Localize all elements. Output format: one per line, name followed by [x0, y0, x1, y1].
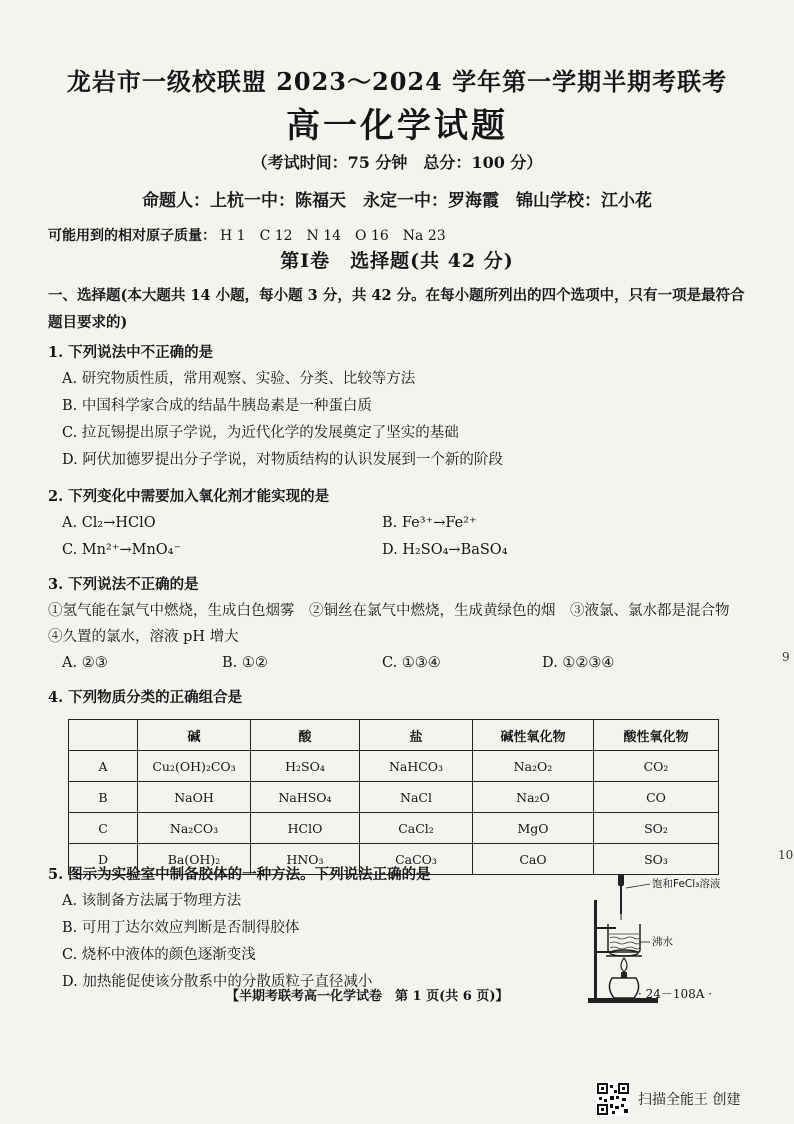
option-a: A. ②③ — [62, 655, 108, 671]
table-cell: CaCO₃ — [360, 844, 473, 875]
option-a: A. Cl₂→HClO — [62, 515, 156, 531]
table-header: 碱 — [138, 720, 251, 751]
question-3 — [48, 572, 748, 677]
option-c: C. ①③④ — [382, 655, 441, 671]
authors: 上杭一中：陈福天 永定一中：罗海霞 锦山学校：江小花 — [210, 191, 652, 211]
atomic-mass-line — [48, 225, 446, 245]
question-stem: 4. 下列物质分类的正确组合是 — [48, 689, 243, 706]
question-stem: 5. 图示为实验室中制备胶体的一种方法。下列说法正确的是 — [48, 866, 431, 883]
section-title: 第Ⅰ卷 选择题(共 42 分) — [280, 250, 514, 272]
table-cell: NaHSO₄ — [251, 782, 360, 813]
table-cell: NaHCO₃ — [360, 751, 473, 782]
question-1 — [48, 340, 748, 474]
table-header: 碱性氧化物 — [473, 720, 594, 751]
table-cell: CaCl₂ — [360, 813, 473, 844]
option-a: A. 研究物质性质，常用观察、实验、分类、比较等方法 — [62, 371, 416, 387]
footer-code: · 24－108A · — [638, 987, 713, 1001]
subject-title: 高一化学试题 — [286, 106, 508, 146]
table-cell: NaCl — [360, 782, 473, 813]
table-header-row — [69, 720, 719, 751]
table-row — [69, 751, 719, 782]
classification-table — [68, 719, 719, 875]
table-cell: C — [69, 813, 138, 844]
dropper-label: 饱和FeCl₃溶液 — [652, 878, 721, 890]
table-cell: Na₂O₂ — [473, 751, 594, 782]
option-b: B. Fe³⁺→Fe²⁺ — [382, 515, 477, 531]
option-d: D. 阿伏加德罗提出分子学说，对物质结构的认识发展到一个新的阶段 — [62, 452, 503, 468]
section-instruction: 一、选择题(本大题共 14 小题，每小题 3 分，共 42 分。在每小题所列出的四个选项中，只有一项是最符合题目要求的) — [48, 287, 745, 331]
table-cell: Cu₂(OH)₂CO₃ — [138, 751, 251, 782]
question-2 — [48, 484, 748, 564]
authors-label: 命题人： — [142, 191, 210, 211]
table-cell: B — [69, 782, 138, 813]
table-cell: CO₂ — [594, 751, 719, 782]
question-stem: 2. 下列变化中需要加入氧化剂才能实现的是 — [48, 488, 330, 505]
table-cell: HNO₃ — [251, 844, 360, 875]
margin-number: 9 — [782, 650, 790, 664]
option-b: B. 可用丁达尔效应判断是否制得胶体 — [62, 920, 300, 936]
footer-page-info: 【半期考联考高一化学试卷 第 1 页(共 6 页)】 — [226, 989, 509, 1004]
table-cell: Ba(OH)₂ — [138, 844, 251, 875]
question-statements: ①氢气能在氯气中燃烧，生成白色烟雾 ②铜丝在氯气中燃烧，生成黄绿色的烟 ③液氯、氯水都是混合物 ④久置的氯水，溶液 pH 增大 — [48, 603, 744, 645]
table-cell: NaOH — [138, 782, 251, 813]
table-cell: H₂SO₄ — [251, 751, 360, 782]
table-cell: HClO — [251, 813, 360, 844]
margin-number: 10 — [778, 848, 794, 862]
watermark-text: 扫描全能王 创建 — [638, 1092, 741, 1108]
table-cell: CaO — [473, 844, 594, 875]
option-c: C. 拉瓦锡提出原子学说，为近代化学的发展奠定了坚实的基础 — [62, 425, 459, 441]
atomic-label: 可能用到的相对原子质量： — [48, 228, 216, 244]
option-b: B. 中国科学家合成的结晶牛胰岛素是一种蛋白质 — [62, 398, 372, 414]
option-row — [48, 537, 748, 564]
option-d: D. 加热能促使该分散系中的分散质粒子直径减小 — [62, 974, 373, 990]
atomic-values: H 1 C 12 N 14 O 16 Na 23 — [220, 228, 446, 244]
table-header — [69, 720, 138, 751]
scanner-watermark — [596, 1082, 740, 1116]
option-c: C. Mn²⁺→MnO₄⁻ — [62, 542, 182, 558]
table-cell: MgO — [473, 813, 594, 844]
table-header: 盐 — [360, 720, 473, 751]
option-d: D. H₂SO₄→BaSO₄ — [382, 542, 508, 558]
table-cell: Na₂CO₃ — [138, 813, 251, 844]
option-c: C. 烧杯中液体的颜色逐渐变浅 — [62, 947, 256, 963]
table-cell: A — [69, 751, 138, 782]
question-stem: 3. 下列说法不正确的是 — [48, 576, 199, 593]
exam-title: 龙岩市一级校联盟 2023～2024 学年第一学期半期考联考 — [66, 67, 728, 96]
table-row — [69, 813, 719, 844]
option-d: D. ①②③④ — [542, 655, 615, 671]
question-stem: 1. 下列说法中不正确的是 — [48, 344, 214, 361]
table-row — [69, 782, 719, 813]
table-cell: Na₂O — [473, 782, 594, 813]
boiling-water-label: 沸水 — [652, 936, 673, 948]
option-a: A. 该制备方法属于物理方法 — [62, 893, 242, 909]
table-cell: D — [69, 844, 138, 875]
exam-info: （考试时间：75 分钟 总分：100 分） — [251, 153, 543, 172]
question-4 — [48, 685, 748, 875]
table-cell: CO — [594, 782, 719, 813]
qr-code-icon — [596, 1082, 630, 1116]
option-b: B. ①② — [222, 655, 268, 671]
option-row — [48, 650, 748, 677]
table-header: 酸 — [251, 720, 360, 751]
table-cell: SO₃ — [594, 844, 719, 875]
authors-line — [0, 186, 794, 211]
table-header: 酸性氧化物 — [594, 720, 719, 751]
question-5 — [48, 862, 578, 996]
table-cell: SO₂ — [594, 813, 719, 844]
option-row — [48, 510, 748, 537]
